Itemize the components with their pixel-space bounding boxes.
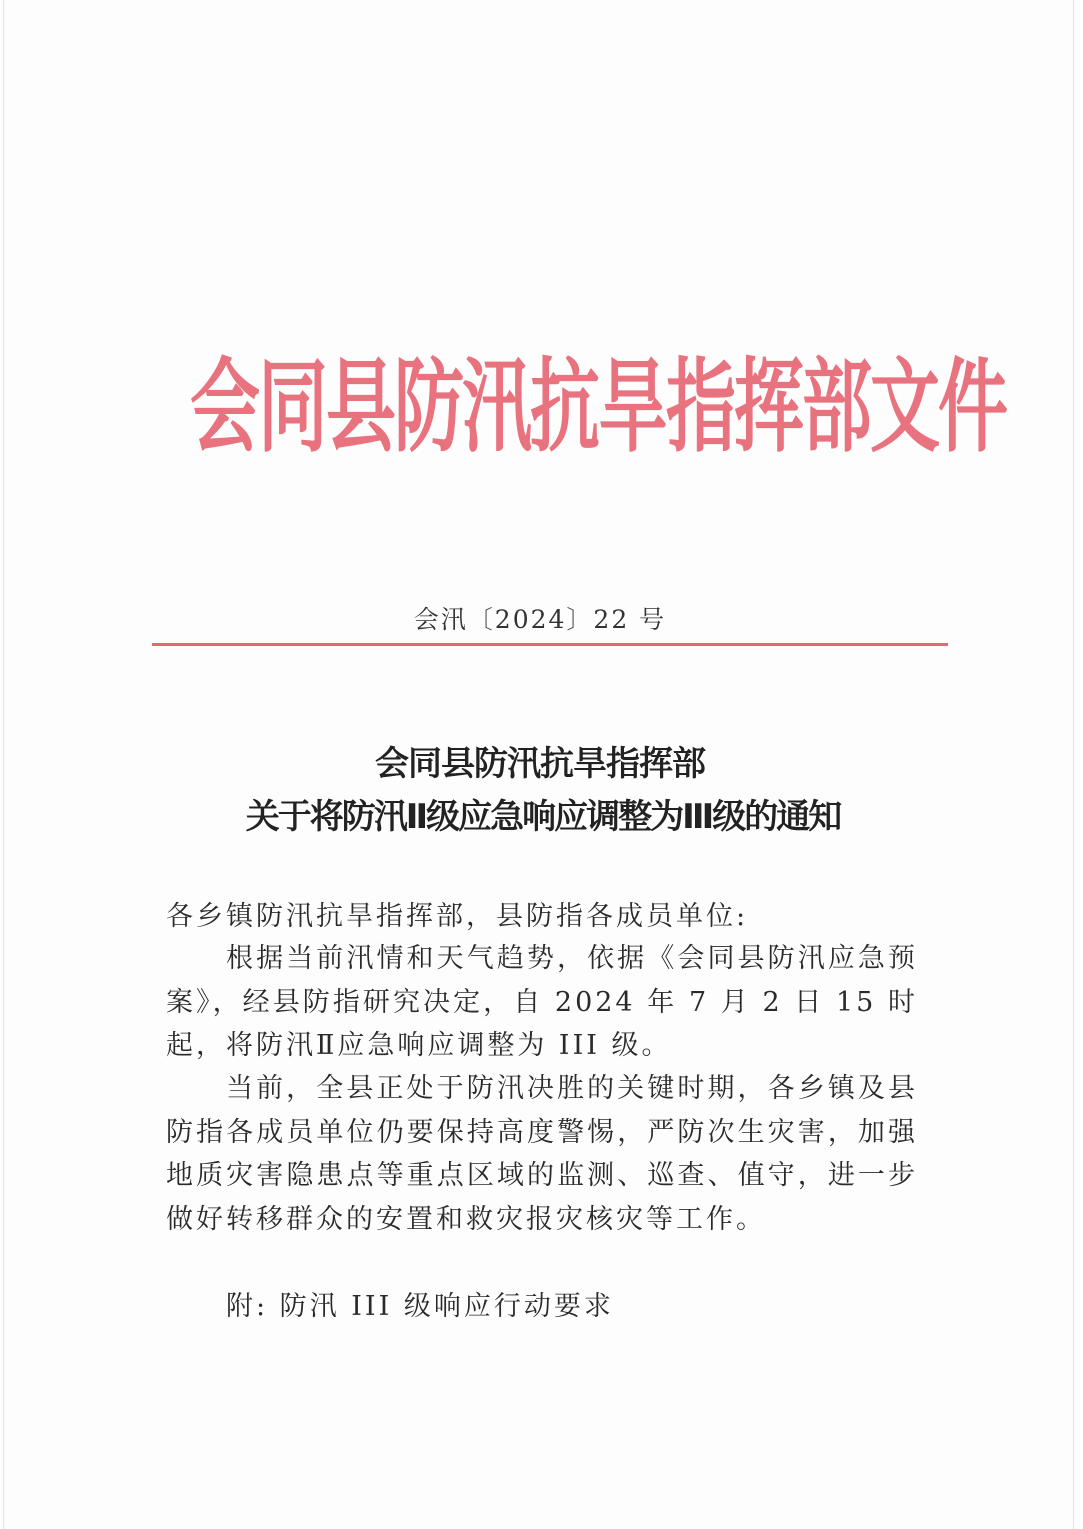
body-paragraph-1: 根据当前汛情和天气趋势，依据《会同县防汛应急预案》，经县防指研究决定，自 2024 年 7 月 2 日 15 时起，将防汛Ⅱ应急响应调整为 III 级。 — [166, 943, 918, 1061]
red-divider-line — [152, 643, 948, 646]
document-number: 会汛〔2024〕22 号 — [413, 605, 667, 634]
notice-title-line-1: 会同县防汛抗旱指挥部 — [375, 744, 705, 784]
salutation: 各乡镇防汛抗旱指挥部，县防指各成员单位: — [166, 901, 749, 932]
notice-title-line-2: 关于将防汛Ⅱ级应急响应调整为Ⅲ级的通知 — [245, 797, 841, 837]
red-header-title: 会同县防汛抗旱指挥部文件 — [190, 347, 1006, 467]
attachment-note: 附: 防汛 III 级响应行动要求 — [226, 1291, 614, 1322]
body-paragraph-2: 当前，全县正处于防汛决胜的关键时期，各乡镇及县防指各成员单位仍要保持高度警惕，严防次生灾害，加强地质灾害隐患点等重点区域的监测、巡查、值守，进一步做好转移群众的安置和救灾报灾核灾等工作。 — [166, 1073, 918, 1235]
